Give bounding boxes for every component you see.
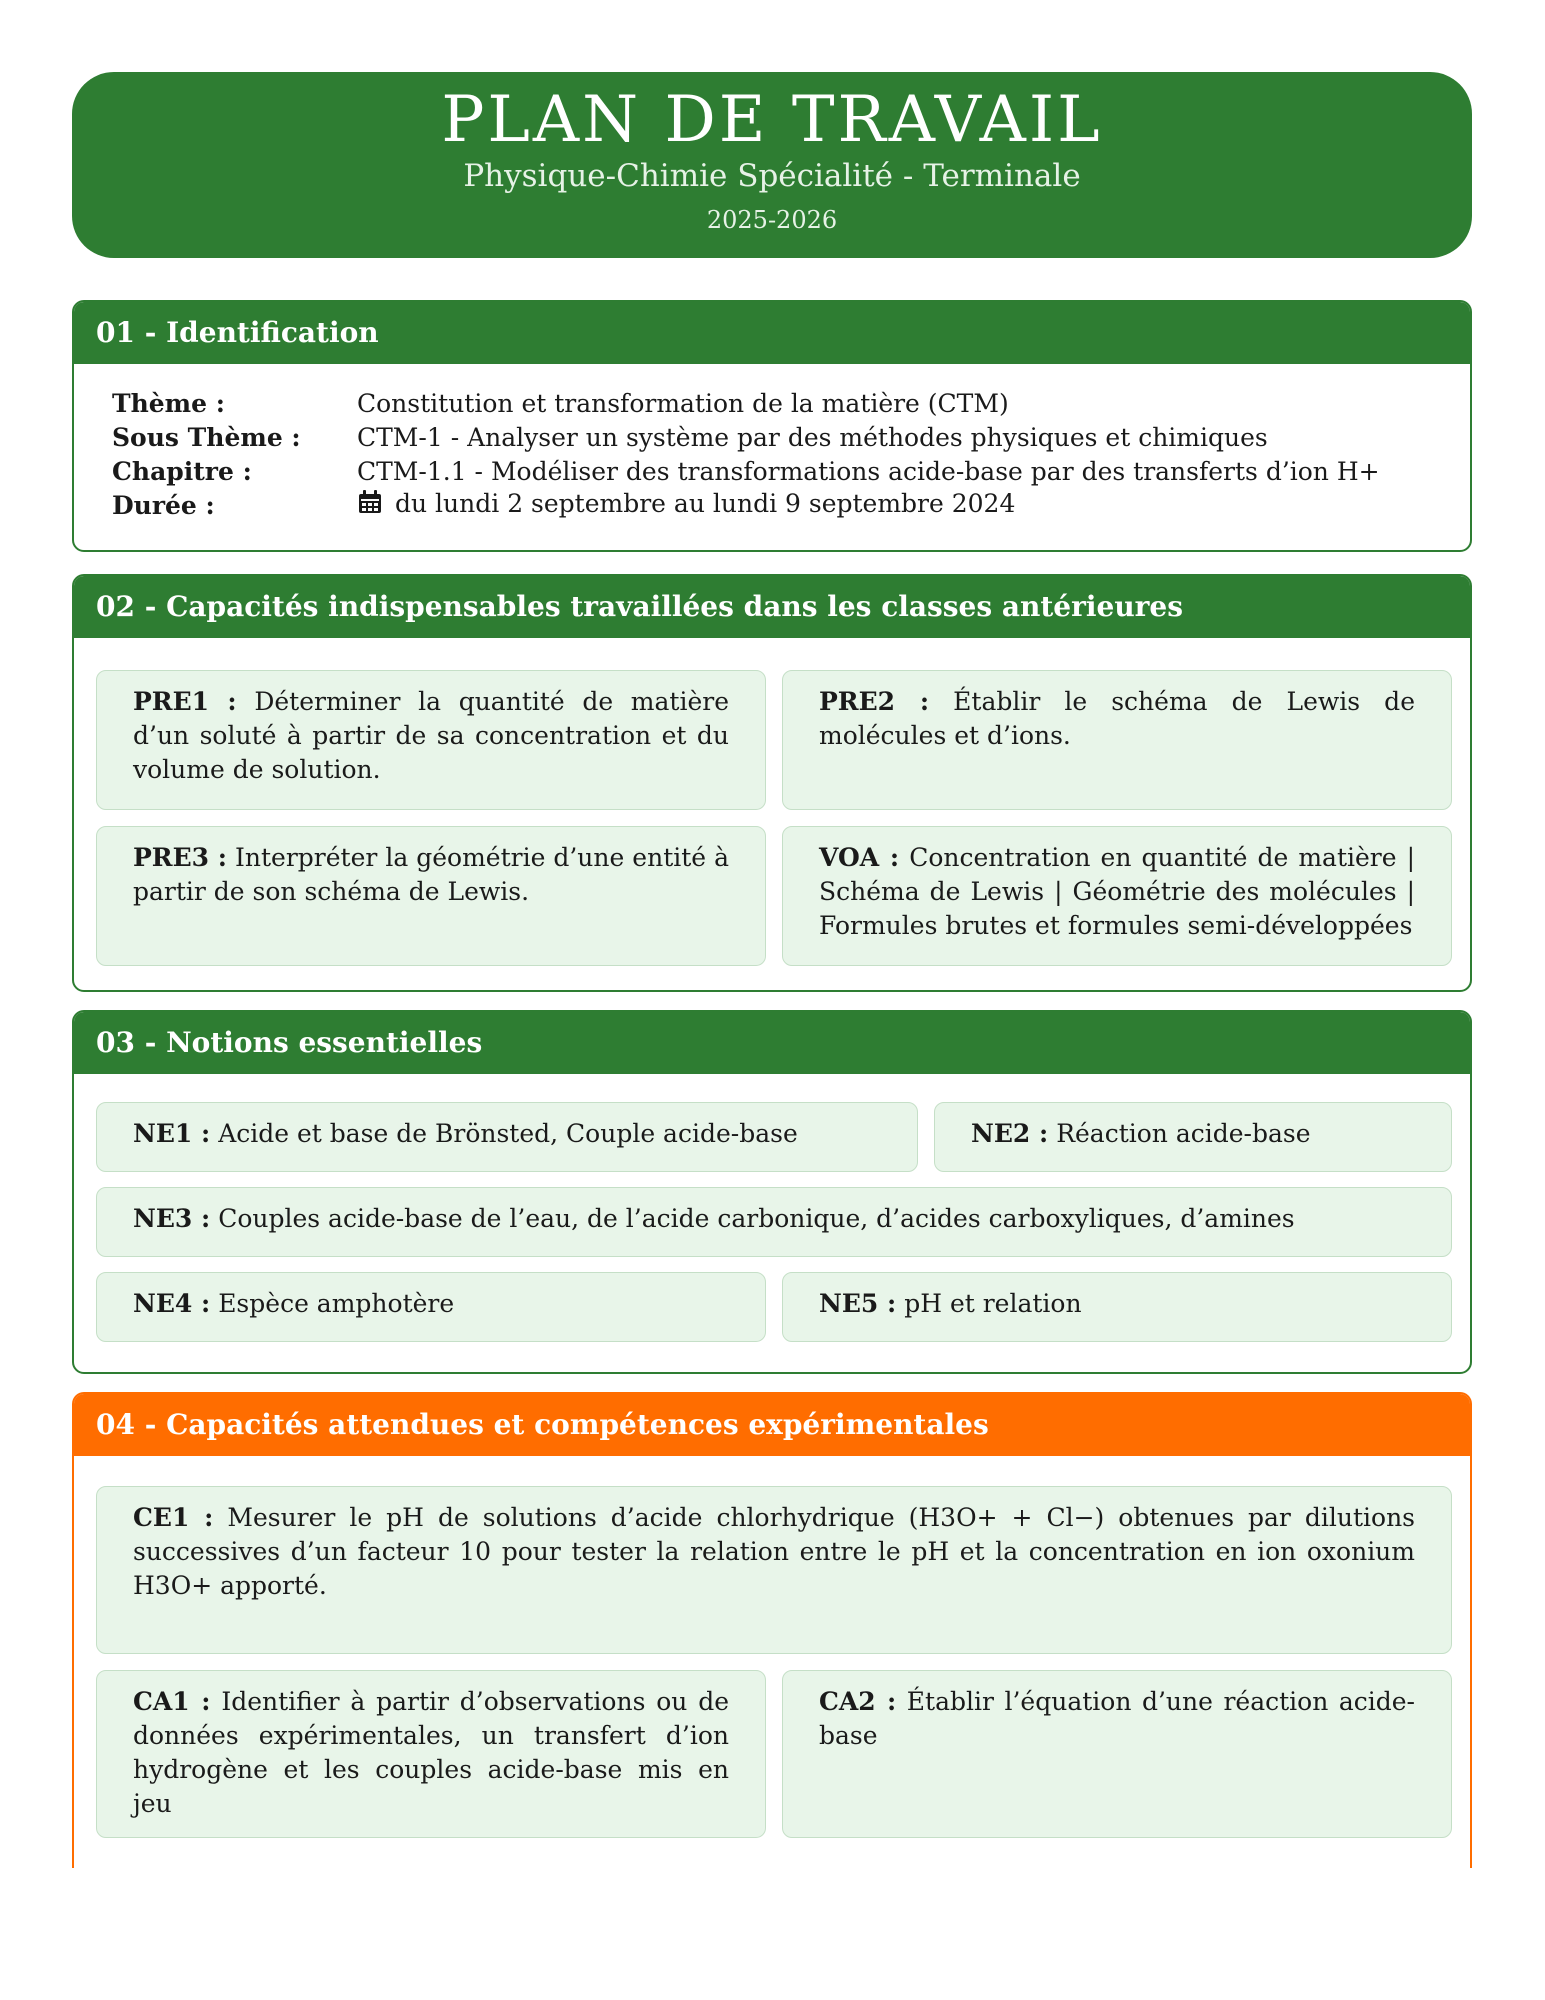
card-ca2: [782, 1670, 1452, 1838]
page-title: PLAN DE TRAVAIL: [441, 83, 1103, 157]
card-ce1: [96, 1486, 1452, 1654]
card-text: Espèce amphotère: [218, 1289, 455, 1318]
card-ne5: [782, 1272, 1452, 1342]
label-chapitre: Chapitre :: [112, 456, 252, 486]
section-title: 02 - Capacités indispensables travaillées dans les classes antérieures: [74, 576, 1470, 638]
card-text: Déterminer la quantité de matière d’un soluté à partir de sa concentration et du volume de solution.: [133, 687, 729, 784]
section-identification: [72, 300, 1472, 552]
page-header: [72, 72, 1472, 258]
section-title: 04 - Capacités attendues et compétences expérimentales: [74, 1394, 1470, 1456]
card-key: NE4 :: [133, 1289, 211, 1318]
card-key: NE3 :: [133, 1204, 211, 1233]
page-subtitle: Physique-Chimie Spécialité - Terminale: [463, 157, 1081, 194]
card-pre3: [96, 826, 766, 966]
calendar-icon: [357, 489, 383, 521]
card-key: VOA :: [819, 843, 900, 872]
card-key: PRE3 :: [133, 843, 228, 872]
card-text: Établir le schéma de Lewis de molécules et d’ions.: [819, 687, 1415, 750]
card-text: Concentration en quantité de matière | Schéma de Lewis | Géométrie des molécules | Formules brutes et formules semi-développées: [819, 843, 1415, 940]
section-capacites-anterieures: [72, 574, 1472, 992]
row-duree: [112, 488, 1470, 522]
card-key: PRE1 :: [133, 687, 237, 716]
label-sous-theme: Sous Thème :: [112, 422, 301, 452]
value-duree: du lundi 2 septembre au lundi 9 septembre 2024: [395, 488, 1016, 518]
card-voa: [782, 826, 1452, 966]
card-ne2: [934, 1102, 1452, 1172]
card-key: PRE2 :: [819, 687, 930, 716]
value-sous-theme: CTM-1 - Analyser un système par des méthodes physiques et chimiques: [357, 422, 1268, 452]
card-pre2: [782, 670, 1452, 810]
section-title: 03 - Notions essentielles: [74, 1012, 1470, 1074]
label-duree: Durée :: [112, 490, 215, 520]
row-chapitre: [112, 454, 1470, 488]
value-duree-wrap: [357, 489, 1470, 522]
card-key: NE1 :: [133, 1119, 211, 1148]
row-theme: [112, 386, 1470, 420]
section-capacites-attendues: [72, 1392, 1472, 1868]
card-text: Mesurer le pH de solutions d’acide chlorhydrique (H3O+ + Cl−) obtenues par dilutions successives d’un facteur 10 pour tester la relation entre le pH et la concentration en ion oxonium H3O+ apporté.: [133, 1503, 1416, 1600]
card-text: Identifier à partir d’observations ou de données expérimentales, un transfert d’ion hydrogène et les couples acide-base mis en jeu: [133, 1687, 730, 1818]
label-theme: Thème :: [112, 388, 225, 418]
section-notions-essentielles: [72, 1010, 1472, 1374]
card-key: CE1 :: [133, 1503, 214, 1532]
card-text: Réaction acide-base: [1056, 1119, 1311, 1148]
section-title: 01 - Identification: [74, 302, 1470, 364]
card-ne1: [96, 1102, 918, 1172]
school-year: 2025-2026: [706, 205, 838, 234]
card-text: Établir l’équation d’une réaction acide-base: [819, 1687, 1415, 1750]
card-key: NE5 :: [819, 1289, 897, 1318]
value-theme: Constitution et transformation de la matière (CTM): [357, 388, 1009, 418]
card-text: Couples acide-base de l’eau, de l’acide carbonique, d’acides carboxyliques, d’amines: [218, 1204, 1295, 1233]
card-ne3: [96, 1187, 1452, 1257]
value-chapitre: CTM-1.1 - Modéliser des transformations acide-base par des transferts d’ion H+: [357, 456, 1380, 486]
card-ca1: [96, 1670, 766, 1838]
row-sous-theme: [112, 420, 1470, 454]
card-text: pH et relation: [904, 1289, 1082, 1318]
card-key: CA2 :: [819, 1687, 897, 1716]
card-key: NE2 :: [971, 1119, 1049, 1148]
card-pre1: [96, 670, 766, 810]
card-key: CA1 :: [133, 1687, 211, 1716]
card-text: Interpréter la géométrie d’une entité à partir de son schéma de Lewis.: [133, 843, 729, 906]
card-ne4: [96, 1272, 766, 1342]
card-text: Acide et base de Brönsted, Couple acide-base: [218, 1119, 798, 1148]
